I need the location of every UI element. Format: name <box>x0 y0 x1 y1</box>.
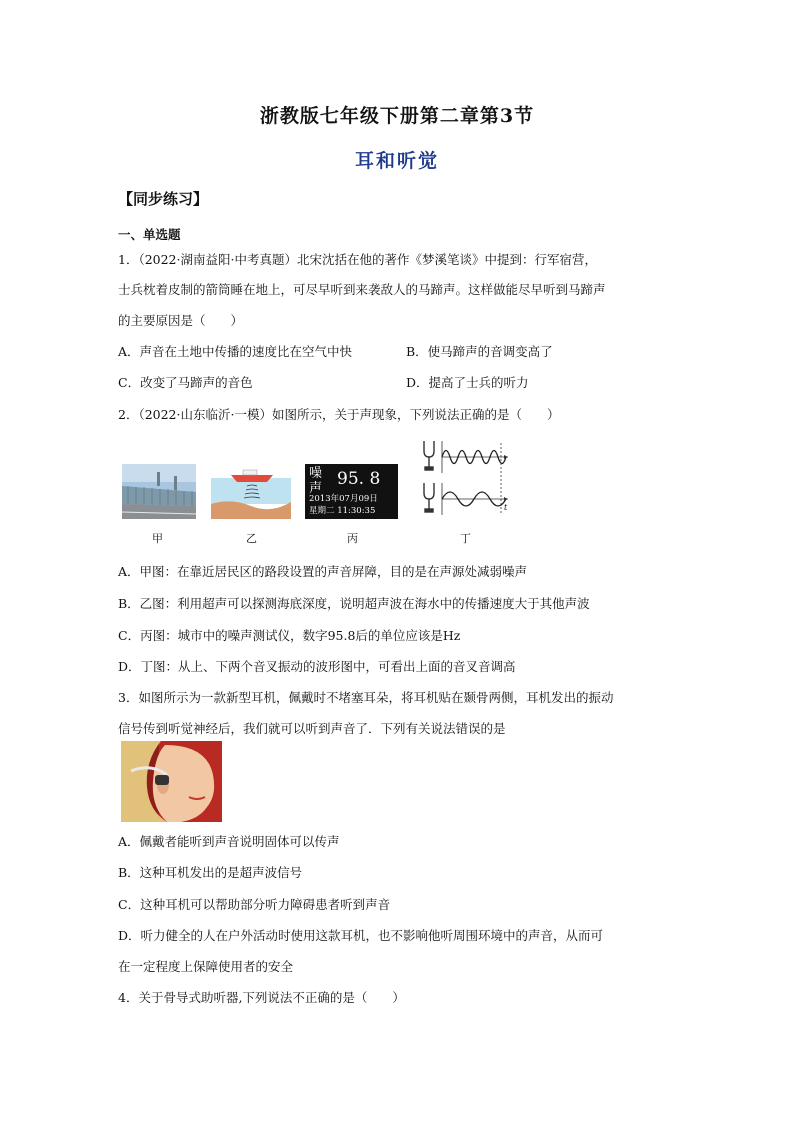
noise-meter-value: 95. 8 <box>337 469 381 489</box>
document-title: 浙教版七年级下册第二章第3节 <box>259 105 535 127</box>
q3-option-c: C．这种耳机可以帮助部分听力障碍患者听到声音 <box>118 897 391 912</box>
document-subtitle: 耳和听觉 <box>354 150 439 172</box>
noise-meter-display <box>305 464 398 519</box>
q1-option-b: B．使马蹄声的音调变高了 <box>406 344 553 359</box>
q3-option-b: B．这种耳机发出的是超声波信号 <box>118 865 303 880</box>
noise-meter-label-bottom: 声 <box>309 481 323 496</box>
caption-ding: 丁 <box>460 532 471 545</box>
q1-stem-line2: 士兵枕着皮制的箭筒睡在地上，可尽早听到来袭敌人的马蹄声。这样做能尽早听到马蹄声 <box>118 282 606 297</box>
sound-barrier-image <box>122 464 196 519</box>
q2-option-d: D．丁图：从上、下两个音叉振动的波形图中，可看出上面的音叉音调高 <box>118 659 516 674</box>
section-heading: 【同步练习】 <box>118 190 209 208</box>
caption-bing: 丙 <box>347 532 358 545</box>
q3-option-a: A．佩戴者能听到声音说明固体可以传声 <box>118 834 340 849</box>
noise-meter-label-top: 噪 <box>309 466 323 481</box>
bone-conduction-headphone-photo <box>121 741 222 822</box>
ship-sonar-image <box>211 464 291 519</box>
noise-meter-date: 2013年07月09日 <box>309 494 378 504</box>
q3-option-d-line1: D．听力健全的人在户外活动时使用这款耳机，也不影响他听周围环境中的声音，从而可 <box>118 928 604 943</box>
q2-stem: 2．（2022·山东临沂·一模）如图所示，关于声现象，下列说法正确的是（ ） <box>118 407 560 422</box>
q1-option-a: A．声音在土地中传播的速度比在空气中快 <box>118 344 353 359</box>
q1-option-c: C．改变了马蹄声的音色 <box>118 375 253 390</box>
q1-stem-line3: 的主要原因是（ ） <box>118 313 244 328</box>
subsection-heading: 一、单选题 <box>118 227 181 242</box>
tuning-fork-top-icon <box>424 441 434 470</box>
q2-option-a: A．甲图：在靠近居民区的路段设置的声音屏障，目的是在声源处减弱噪声 <box>118 564 528 579</box>
noise-meter-time: 星期二 11:30:35 <box>309 506 376 516</box>
q3-option-d-line2: 在一定程度上保障使用者的安全 <box>118 959 294 974</box>
tuning-fork-bottom-icon <box>424 483 434 512</box>
wave-axis-label: t <box>504 503 508 512</box>
q2-option-c: C．丙图：城市中的噪声测试仪，数字95.8后的单位应该是Hz <box>118 628 461 643</box>
q1-stem-line1: 1．（2022·湖南益阳·中考真题）北宋沈括在他的著作《梦溪笔谈》中提到：行军宿营， <box>118 252 597 267</box>
tuning-fork-waveforms <box>418 437 514 521</box>
q2-option-b: B．乙图：利用超声可以探测海底深度，说明超声波在海水中的传播速度大于其他声波 <box>118 596 590 611</box>
q4-stem: 4．关于骨导式助听器,下列说法不正确的是（ ） <box>118 990 405 1005</box>
caption-jia: 甲 <box>152 532 163 545</box>
q3-stem-line1: 3．如图所示为一款新型耳机，佩戴时不堵塞耳朵，将耳机贴在颞骨两侧，耳机发出的振动 <box>118 690 614 705</box>
q3-stem-line2: 信号传到听觉神经后，我们就可以听到声音了．下列有关说法错误的是 <box>118 721 506 736</box>
caption-yi: 乙 <box>246 532 257 545</box>
q1-option-d: D．提高了士兵的听力 <box>406 375 529 390</box>
